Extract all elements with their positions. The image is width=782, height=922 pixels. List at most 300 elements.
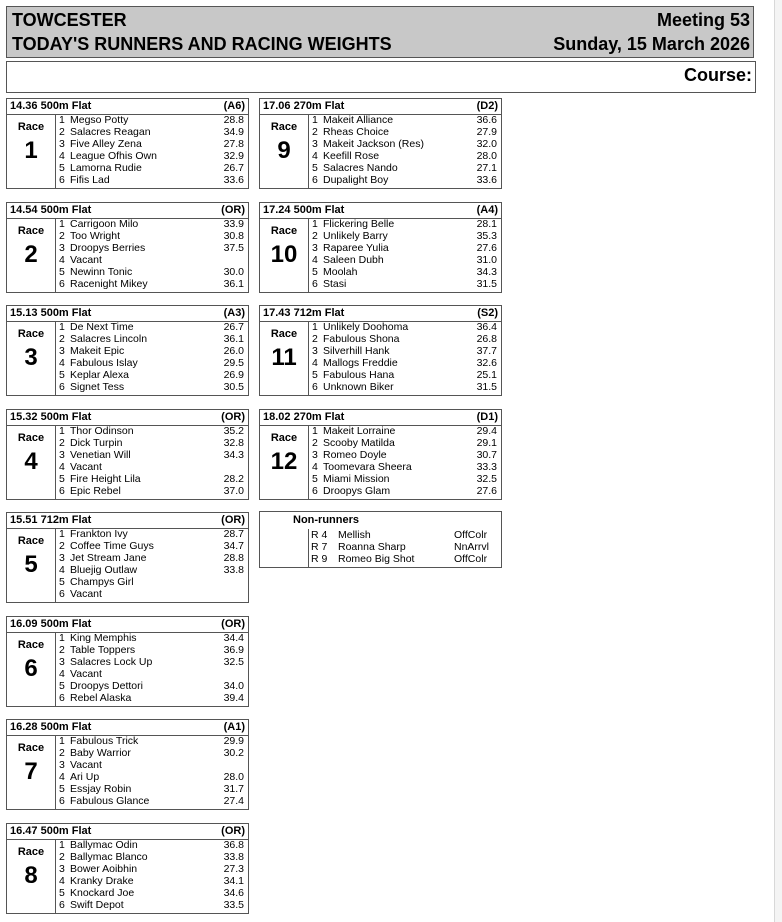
runner-row [56, 887, 244, 899]
runner-name: De Next Time [70, 321, 134, 333]
runner-name: Fifis Lad [70, 174, 110, 186]
runner-weight: 34.3 [223, 448, 244, 461]
trap-number: 3 [312, 138, 318, 150]
runner-weight: 34.3 [476, 265, 497, 278]
runner-weight: 26.8 [476, 333, 497, 345]
race-grade: (A6) [223, 100, 245, 112]
trap-number: 4 [59, 874, 65, 887]
runner-name: Five Alley Zena [70, 138, 142, 150]
runner-name: Thor Odinson [70, 424, 134, 437]
runner-name: Vacant [70, 588, 102, 600]
trap-number: 2 [312, 333, 318, 345]
race-grade: (OR) [221, 824, 245, 837]
runner-row [56, 321, 244, 333]
trap-number: 3 [59, 345, 65, 357]
trap-number: 5 [59, 886, 65, 899]
trap-number: 5 [59, 783, 65, 795]
runner-weight: 28.0 [223, 771, 244, 783]
runner-name: Signet Tess [70, 381, 125, 393]
runner-weight: 29.5 [223, 357, 244, 369]
runner-weight: 33.3 [476, 460, 497, 473]
race-card-11 [259, 305, 502, 396]
runner-weight: 34.7 [223, 540, 244, 552]
runner-weight: 30.2 [223, 747, 244, 759]
trap-number: 4 [59, 357, 65, 369]
race-header [260, 306, 501, 322]
runner-weight: 30.0 [223, 265, 244, 278]
runner-row [309, 230, 497, 242]
race-grade: (OR) [221, 203, 245, 216]
race-label: Race [17, 638, 45, 651]
race-number: 3 [24, 344, 38, 371]
runner-weight: 27.6 [476, 241, 497, 254]
race-card-9 [259, 98, 502, 189]
runner-row [56, 150, 244, 162]
runner-name: Carrigoon Milo [70, 217, 139, 230]
runner-name: Jet Stream Jane [70, 552, 147, 564]
race-grade: (A4) [476, 203, 498, 216]
runner-name: Makeit Alliance [323, 114, 394, 126]
runner-row [56, 680, 244, 692]
trap-number: 1 [312, 114, 318, 126]
runner-name: League Ofhis Own [70, 150, 157, 162]
runner-name: Toomevara Sheera [323, 460, 412, 473]
race-title: 16.28 500m Flat [10, 721, 92, 733]
non-runner-name: Mellish [338, 529, 371, 541]
runner-row [56, 114, 244, 126]
trap-number: 5 [59, 369, 65, 381]
scrollbar-track[interactable] [775, 0, 782, 922]
trap-number: 1 [59, 735, 65, 747]
race-title: 15.51 712m Flat [10, 514, 92, 526]
trap-number: 1 [59, 217, 65, 230]
trap-number: 5 [59, 162, 65, 174]
race-title: 16.09 500m Flat [10, 617, 92, 630]
runner-weight: 31.5 [476, 277, 497, 290]
runner-name: Romeo Doyle [323, 448, 387, 461]
runner-name: Dick Turpin [70, 436, 123, 449]
runner-row [56, 899, 244, 911]
race-header [7, 306, 248, 322]
race-number: 7 [24, 758, 38, 785]
runner-weight: 32.5 [223, 655, 244, 668]
runner-weight: 27.1 [476, 162, 497, 174]
runner-row [56, 759, 244, 771]
runner-row [56, 656, 244, 668]
runner-name: Ballymac Odin [70, 838, 138, 851]
non-runner-reason: OffColr [454, 529, 488, 541]
race-label: Race [270, 224, 298, 237]
runner-row [56, 540, 244, 552]
runner-name: Dupalight Boy [323, 174, 389, 186]
runner-row [56, 345, 244, 357]
runner-name: Fabulous Hana [323, 369, 395, 381]
runner-weight: 31.5 [476, 381, 497, 393]
race-card-10 [259, 202, 502, 293]
race-card-1 [6, 98, 249, 189]
trap-number: 3 [312, 448, 318, 461]
trap-number: 3 [59, 862, 65, 875]
runner-name: Unknown Biker [323, 381, 394, 393]
race-card-8 [6, 823, 249, 914]
runners-table [308, 114, 497, 188]
runner-name: Champys Girl [70, 576, 134, 588]
runner-weight: 30.8 [223, 229, 244, 242]
runner-name: Kranky Drake [70, 874, 134, 887]
runner-name: Vacant [70, 667, 102, 680]
race-card-2 [6, 202, 249, 293]
race-card-4 [6, 409, 249, 500]
runner-row [309, 357, 497, 369]
race-title: 14.54 500m Flat [10, 203, 92, 216]
page-subtitle: TODAY'S RUNNERS AND RACING WEIGHTS [12, 34, 392, 54]
runner-name: Stasi [323, 277, 347, 290]
trap-number: 3 [59, 759, 65, 771]
runner-row [56, 381, 244, 393]
runner-row [56, 851, 244, 863]
runners-table [308, 425, 497, 499]
runner-row [309, 473, 497, 485]
runner-row [56, 795, 244, 807]
trap-number: 3 [59, 241, 65, 254]
race-label: Race [17, 431, 45, 444]
runner-weight: 33.6 [223, 174, 244, 186]
trap-number: 1 [59, 838, 65, 851]
meeting-number: Meeting 53 [656, 10, 750, 30]
runner-name: Coffee Time Guys [70, 540, 154, 552]
race-label: Race [17, 224, 45, 237]
non-runner-name: Romeo Big Shot [338, 553, 415, 565]
runner-name: Keplar Alexa [70, 369, 129, 381]
runner-weight: 34.0 [223, 679, 244, 692]
non-runners-panel [259, 511, 502, 568]
runner-weight: 29.9 [223, 735, 244, 747]
runner-name: Keefill Rose [323, 150, 380, 162]
race-title: 18.02 270m Flat [263, 410, 345, 423]
race-label: Race [270, 121, 298, 133]
runner-weight: 26.0 [223, 345, 244, 357]
runner-weight: 30.7 [476, 448, 497, 461]
runner-name: Droopys Dettori [70, 679, 143, 692]
runner-weight: 36.6 [476, 114, 497, 126]
runner-weight: 39.4 [223, 691, 244, 704]
race-grade: (S2) [477, 307, 498, 319]
runner-name: King Memphis [70, 631, 137, 644]
trap-number: 4 [312, 150, 318, 162]
non-runner-row [309, 529, 497, 541]
race-number: 2 [24, 240, 38, 268]
runner-weight: 35.3 [476, 229, 497, 242]
runner-weight: 36.1 [223, 333, 244, 345]
runner-row [309, 345, 497, 357]
race-card-12 [259, 409, 502, 500]
runner-name: Frankton Ivy [70, 528, 128, 540]
race-number: 10 [270, 240, 298, 268]
runner-name: Unlikely Barry [323, 229, 388, 242]
trap-number: 3 [59, 552, 65, 564]
runner-row [309, 369, 497, 381]
trap-number: 6 [59, 795, 65, 807]
trap-number: 5 [312, 265, 318, 278]
race-number: 8 [24, 861, 38, 889]
runner-weight: 33.8 [223, 850, 244, 863]
non-runner-race: R 4 [311, 529, 328, 541]
runner-name: Bluejig Outlaw [70, 564, 138, 576]
runner-name: Fire Height Lila [70, 472, 141, 485]
runner-row [309, 321, 497, 333]
trap-number: 2 [312, 229, 318, 242]
trap-number: 3 [59, 655, 65, 668]
non-runner-row [309, 541, 497, 553]
runner-name: Vacant [70, 253, 102, 266]
trap-number: 1 [59, 631, 65, 644]
race-label: Race [17, 121, 45, 133]
trap-number: 2 [59, 850, 65, 863]
race-label: Race [270, 328, 298, 340]
runner-weight: 32.6 [476, 357, 497, 369]
race-grade: (A3) [223, 307, 245, 319]
race-number: 11 [271, 344, 297, 371]
trap-number: 3 [59, 448, 65, 461]
runner-weight: 29.1 [476, 436, 497, 449]
trap-number: 1 [312, 321, 318, 333]
runner-name: Baby Warrior [70, 747, 131, 759]
runner-weight: 28.1 [476, 217, 497, 230]
race-number: 1 [24, 137, 38, 164]
race-number: 5 [24, 551, 38, 578]
runner-weight: 31.0 [476, 253, 497, 266]
runner-name: Salacres Nando [323, 162, 398, 174]
runner-weight: 37.7 [476, 345, 497, 357]
runner-name: Fabulous Glance [70, 795, 150, 807]
runner-name: Miami Mission [323, 472, 390, 485]
trap-number: 6 [59, 691, 65, 704]
trap-number: 4 [59, 150, 65, 162]
runner-row [309, 461, 497, 473]
runners-table [55, 114, 244, 188]
trap-number: 2 [59, 643, 65, 656]
runner-name: Raparee Yulia [323, 241, 389, 254]
race-number: 4 [24, 447, 38, 475]
race-label: Race [17, 328, 45, 340]
runner-row [309, 333, 497, 345]
runner-name: Swift Depot [70, 898, 124, 911]
runner-weight: 26.7 [223, 321, 244, 333]
runners-table [55, 425, 244, 499]
trap-number: 2 [59, 126, 65, 138]
trap-number: 5 [59, 472, 65, 485]
trap-number: 4 [312, 357, 318, 369]
runner-name: Salacres Lincoln [70, 333, 148, 345]
race-header [260, 410, 501, 426]
trap-number: 6 [59, 588, 65, 600]
trap-number: 6 [312, 484, 318, 497]
runner-row [56, 174, 244, 186]
runner-row [56, 278, 244, 290]
runner-weight: 29.4 [476, 424, 497, 437]
runner-row [309, 218, 497, 230]
runners-table [55, 839, 244, 913]
runner-name: Moolah [323, 265, 358, 278]
runner-weight: 27.9 [476, 126, 497, 138]
trap-number: 3 [312, 345, 318, 357]
runner-weight: 26.7 [223, 162, 244, 174]
race-title: 17.24 500m Flat [263, 203, 345, 216]
race-grade: (OR) [221, 617, 245, 630]
trap-number: 6 [312, 174, 318, 186]
runner-row [309, 138, 497, 150]
runner-weight: 33.9 [223, 217, 244, 230]
race-grade: (D1) [476, 410, 498, 423]
runner-name: Droopys Glam [323, 484, 391, 497]
runner-weight: 27.6 [476, 484, 497, 497]
runner-row [309, 266, 497, 278]
race-title: 16.47 500m Flat [10, 824, 92, 837]
runner-weight: 35.2 [223, 424, 244, 437]
runner-name: Silverhill Hank [323, 345, 390, 357]
runner-name: Salacres Lock Up [70, 655, 153, 668]
runner-row [309, 425, 497, 437]
trap-number: 2 [59, 540, 65, 552]
runner-row [56, 357, 244, 369]
race-grade: (OR) [221, 514, 245, 526]
runner-name: Unlikely Doohoma [323, 321, 409, 333]
runner-name: Makeit Jackson (Res) [323, 138, 424, 150]
runner-row [56, 863, 244, 875]
runner-weight: 32.5 [476, 472, 497, 485]
trap-number: 6 [312, 381, 318, 393]
runner-weight: 27.4 [223, 795, 244, 807]
runner-name: Vacant [70, 759, 102, 771]
runner-row [56, 138, 244, 150]
runner-weight: 34.6 [223, 886, 244, 899]
runner-name: Rebel Alaska [70, 691, 132, 704]
meeting-date: Sunday, 15 March 2026 [553, 34, 750, 54]
runner-weight: 28.8 [223, 552, 244, 564]
runner-row [56, 242, 244, 254]
runner-name: Epic Rebel [70, 484, 121, 497]
race-header [7, 824, 248, 840]
trap-number: 5 [59, 576, 65, 588]
race-header [7, 203, 248, 219]
runner-name: Racenight Mikey [70, 277, 148, 290]
runner-weight: 28.0 [476, 150, 497, 162]
runner-row [309, 126, 497, 138]
runner-row [309, 278, 497, 290]
runner-name: Fabulous Trick [70, 735, 139, 747]
non-runner-race: R 9 [311, 553, 328, 565]
runner-weight: 26.9 [223, 369, 244, 381]
trap-number: 2 [59, 747, 65, 759]
race-title: 15.32 500m Flat [10, 410, 92, 423]
runner-row [56, 668, 244, 680]
runner-row [56, 218, 244, 230]
trap-number: 6 [59, 277, 65, 290]
trap-number: 6 [59, 484, 65, 497]
race-card-7 [6, 719, 249, 810]
runner-row [56, 473, 244, 485]
trap-number: 3 [59, 138, 65, 150]
race-card-5 [6, 512, 249, 603]
trap-number: 2 [312, 126, 318, 138]
race-title: 14.36 500m Flat [10, 100, 92, 112]
trap-number: 5 [59, 679, 65, 692]
runner-row [56, 735, 244, 747]
trap-number: 1 [312, 217, 318, 230]
runner-row [56, 692, 244, 704]
runner-name: Newinn Tonic [70, 265, 133, 278]
runner-row [309, 114, 497, 126]
runner-weight: 27.3 [223, 862, 244, 875]
runner-row [56, 126, 244, 138]
runner-weight: 32.9 [223, 150, 244, 162]
trap-number: 2 [59, 436, 65, 449]
runner-row [56, 437, 244, 449]
trap-number: 5 [312, 369, 318, 381]
runner-weight: 28.8 [223, 114, 244, 126]
runner-name: Flickering Belle [323, 217, 395, 230]
race-header [260, 99, 501, 115]
runners-table [55, 528, 244, 602]
race-label: Race [17, 845, 45, 858]
race-number: 12 [270, 447, 298, 475]
trap-number: 2 [59, 229, 65, 242]
course-bar [6, 61, 756, 93]
runners-table [55, 632, 244, 706]
runner-row [56, 162, 244, 174]
trap-number: 4 [59, 253, 65, 266]
race-card-3 [6, 305, 249, 396]
runner-row [56, 528, 244, 540]
non-runners-table [308, 529, 497, 567]
runner-name: Too Wright [70, 229, 120, 242]
runner-name: Knockard Joe [70, 886, 135, 899]
race-number: 6 [24, 654, 38, 682]
runner-weight: 36.4 [476, 321, 497, 333]
runner-row [56, 747, 244, 759]
runner-name: Venetian Will [70, 448, 131, 461]
runner-weight: 33.8 [223, 564, 244, 576]
runner-row [309, 437, 497, 449]
race-header [7, 617, 248, 633]
race-grade: (D2) [476, 100, 498, 112]
race-header [7, 513, 248, 529]
trap-number: 2 [312, 436, 318, 449]
runner-row [309, 162, 497, 174]
runner-name: Bower Aoibhin [70, 862, 138, 875]
runner-row [56, 644, 244, 656]
runner-weight: 36.1 [223, 277, 244, 290]
runner-weight: 36.8 [223, 838, 244, 851]
runner-row [56, 254, 244, 266]
runner-row [56, 461, 244, 473]
non-runner-row [309, 553, 497, 565]
trap-number: 6 [59, 174, 65, 186]
runners-table [55, 321, 244, 395]
runner-weight: 34.4 [223, 631, 244, 644]
runner-row [56, 230, 244, 242]
runner-name: Salacres Reagan [70, 126, 151, 138]
runner-name: Saleen Dubh [323, 253, 384, 266]
runner-name: Vacant [70, 460, 102, 473]
trap-number: 1 [59, 528, 65, 540]
runner-weight: 37.0 [223, 484, 244, 497]
race-label: Race [17, 535, 45, 547]
runner-row [56, 333, 244, 345]
runner-weight: 27.8 [223, 138, 244, 150]
runner-name: Makeit Lorraine [323, 424, 396, 437]
runner-weight: 30.5 [223, 381, 244, 393]
